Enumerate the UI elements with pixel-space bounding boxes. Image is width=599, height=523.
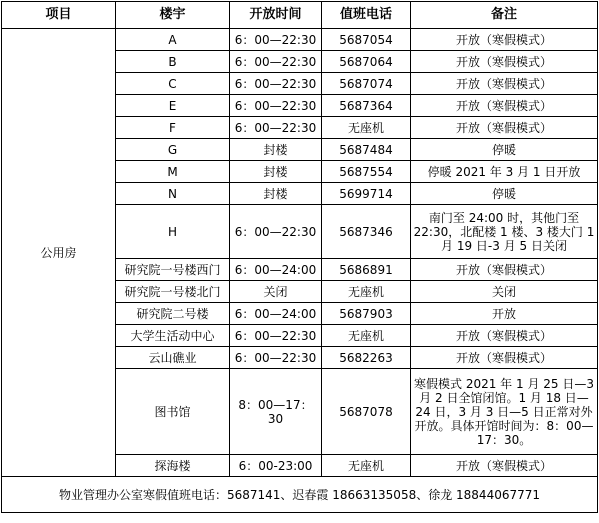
building-cell: B [116, 51, 230, 73]
note-cell: 开放（寒假模式） [411, 325, 598, 347]
building-cell: 大学生活动中心 [116, 325, 230, 347]
phone-cell: 5687346 [322, 205, 411, 259]
building-cell: 研究院一号楼西门 [116, 259, 230, 281]
phone-cell: 5687903 [322, 303, 411, 325]
building-cell: A [116, 29, 230, 51]
building-cell: F [116, 117, 230, 139]
note-cell: 寒假模式 2021 年 1 月 25 日—3 月 2 日全馆闭馆。1 月 18 日—24 日，3 月 3 日—5 日正常对外开放。具体开馆时间为：8：00—17：30。 [411, 369, 598, 455]
phone-cell: 5682263 [322, 347, 411, 369]
note-cell: 开放（寒假模式） [411, 117, 598, 139]
building-cell: H [116, 205, 230, 259]
note-cell: 关闭 [411, 281, 598, 303]
hours-cell: 6：00—22:30 [230, 205, 322, 259]
hours-cell: 6：00—22:30 [230, 29, 322, 51]
note-cell: 开放（寒假模式） [411, 51, 598, 73]
header-phone: 值班电话 [322, 2, 411, 29]
phone-cell: 无座机 [322, 117, 411, 139]
phone-cell: 无座机 [322, 455, 411, 477]
note-cell: 南门至 24:00 时，其他门至 22:30，北配楼 1 楼、3 楼大门 1 月 19 日-3 月 5 日关闭 [411, 205, 598, 259]
header-building: 楼宇 [116, 2, 230, 29]
phone-cell: 5687064 [322, 51, 411, 73]
hours-cell: 6：00—22:30 [230, 347, 322, 369]
hours-cell: 6：00—22:30 [230, 51, 322, 73]
note-cell: 开放（寒假模式） [411, 455, 598, 477]
group-cell: 公用房 [2, 29, 116, 477]
hours-cell: 封楼 [230, 183, 322, 205]
building-cell: 探海楼 [116, 455, 230, 477]
note-cell: 开放 [411, 303, 598, 325]
note-cell: 开放（寒假模式） [411, 259, 598, 281]
header-row [2, 2, 598, 29]
note-cell: 开放（寒假模式） [411, 29, 598, 51]
hours-cell: 6：00—22:30 [230, 95, 322, 117]
building-cell: 研究院二号楼 [116, 303, 230, 325]
note-cell: 开放（寒假模式） [411, 347, 598, 369]
phone-cell: 5687554 [322, 161, 411, 183]
building-cell: 图书馆 [116, 369, 230, 455]
hours-cell: 6：00—24:00 [230, 259, 322, 281]
phone-cell: 无座机 [322, 281, 411, 303]
hours-cell: 8：00—17：30 [230, 369, 322, 455]
header-note: 备注 [411, 2, 598, 29]
building-cell: 云山礁业 [116, 347, 230, 369]
note-cell: 停暖 [411, 183, 598, 205]
building-cell: 研究院一号楼北门 [116, 281, 230, 303]
schedule-table [1, 1, 598, 513]
hours-cell: 6：00-23:00 [230, 455, 322, 477]
hours-cell: 6：00—22:30 [230, 325, 322, 347]
phone-cell: 5687364 [322, 95, 411, 117]
hours-cell: 6：00—22:30 [230, 73, 322, 95]
phone-cell: 5687054 [322, 29, 411, 51]
building-cell: C [116, 73, 230, 95]
hours-cell: 封楼 [230, 139, 322, 161]
hours-cell: 6：00—22:30 [230, 117, 322, 139]
phone-cell: 5686891 [322, 259, 411, 281]
header-project: 项目 [2, 2, 116, 29]
note-cell: 停暖 2021 年 3 月 1 日开放 [411, 161, 598, 183]
footer-row [2, 477, 598, 513]
phone-cell: 5687074 [322, 73, 411, 95]
note-cell: 开放（寒假模式） [411, 73, 598, 95]
table-row [2, 29, 598, 51]
footer-contact: 物业管理办公室寒假值班电话：5687141、迟春霞 18663135058、徐龙 18844067771 [2, 477, 598, 513]
phone-cell: 5687078 [322, 369, 411, 455]
phone-cell: 5699714 [322, 183, 411, 205]
phone-cell: 5687484 [322, 139, 411, 161]
building-cell: E [116, 95, 230, 117]
phone-cell: 无座机 [322, 325, 411, 347]
hours-cell: 6：00—24:00 [230, 303, 322, 325]
hours-cell: 封楼 [230, 161, 322, 183]
note-cell: 开放（寒假模式） [411, 95, 598, 117]
building-cell: G [116, 139, 230, 161]
note-cell: 停暖 [411, 139, 598, 161]
building-cell: M [116, 161, 230, 183]
building-cell: N [116, 183, 230, 205]
header-hours: 开放时间 [230, 2, 322, 29]
hours-cell: 关闭 [230, 281, 322, 303]
